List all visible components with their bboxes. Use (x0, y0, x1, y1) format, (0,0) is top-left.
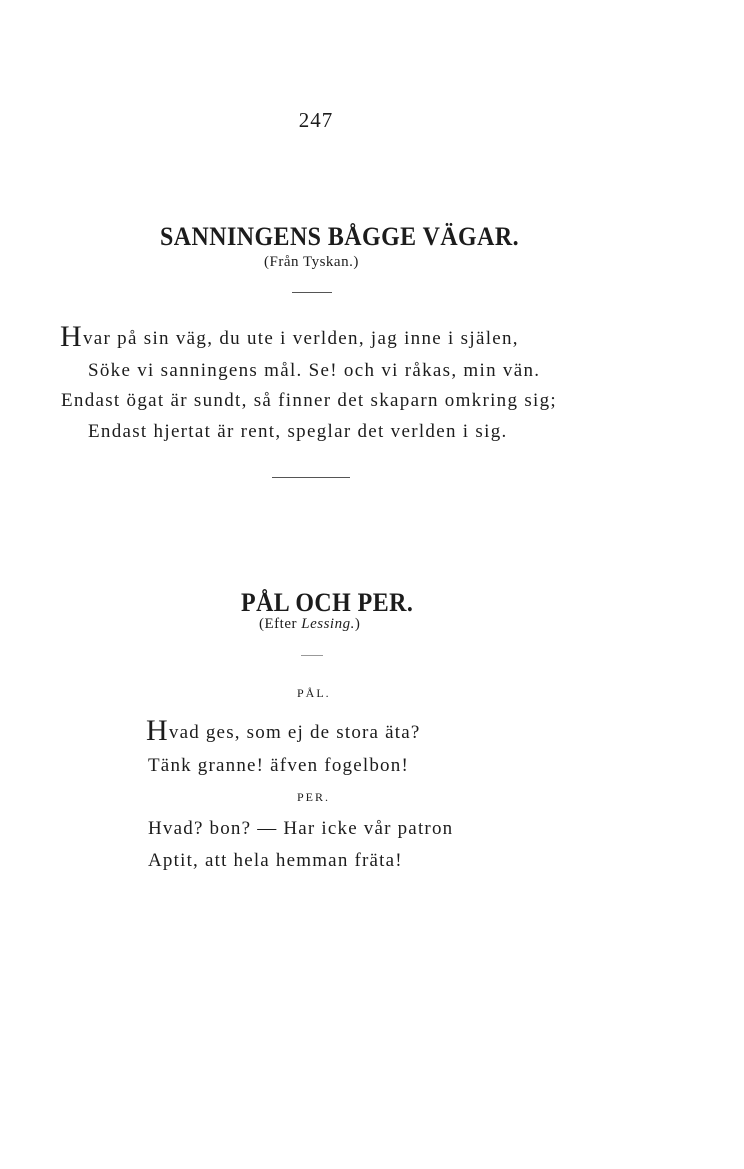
poem2-subtitle (259, 616, 360, 633)
divider (301, 655, 323, 656)
poem1-line-1-text: var på sin väg, du ute i verlden, jag inne i själen, (82, 328, 519, 349)
poem1-line-2: Söke vi sanningens mål. Se! och vi råkas, min vän. (88, 360, 541, 381)
poem2-subtitle-suffix: ) (354, 616, 361, 632)
poem1-subtitle: (Från Tyskan.) (264, 254, 359, 270)
section-divider (272, 477, 350, 478)
poem2-line-1 (146, 716, 421, 746)
poem1-line-1 (60, 322, 519, 352)
poem2-title: PÅL OCH PER. (241, 588, 414, 617)
divider (292, 292, 332, 293)
speaker-label-per: PER. (297, 790, 331, 804)
poem1-line-3: Endast ögat är sundt, så finner det skaparn omkring sig; (61, 390, 557, 411)
poem2-line-2: Tänk granne! äfven fogelbon! (148, 755, 409, 776)
poem1-title: SANNINGENS BÅGGE VÄGAR. (160, 222, 520, 251)
poem2-line-1-text: vad ges, som ej de stora äta? (168, 722, 421, 743)
poem2-subtitle-name: Lessing. (301, 616, 355, 632)
drop-cap: H (146, 714, 169, 747)
poem1-line-4: Endast hjertat är rent, speglar det verlden i sig. (88, 421, 508, 442)
poem2-line-3: Hvad? bon? — Har icke vår patron (148, 818, 454, 839)
page-number: 247 (298, 108, 334, 132)
poem2-subtitle-prefix: (Efter (259, 616, 302, 632)
poem2-line-4: Aptit, att hela hemman fräta! (148, 850, 403, 871)
drop-cap: H (60, 320, 83, 353)
speaker-label-pal: PÅL. (297, 686, 331, 700)
